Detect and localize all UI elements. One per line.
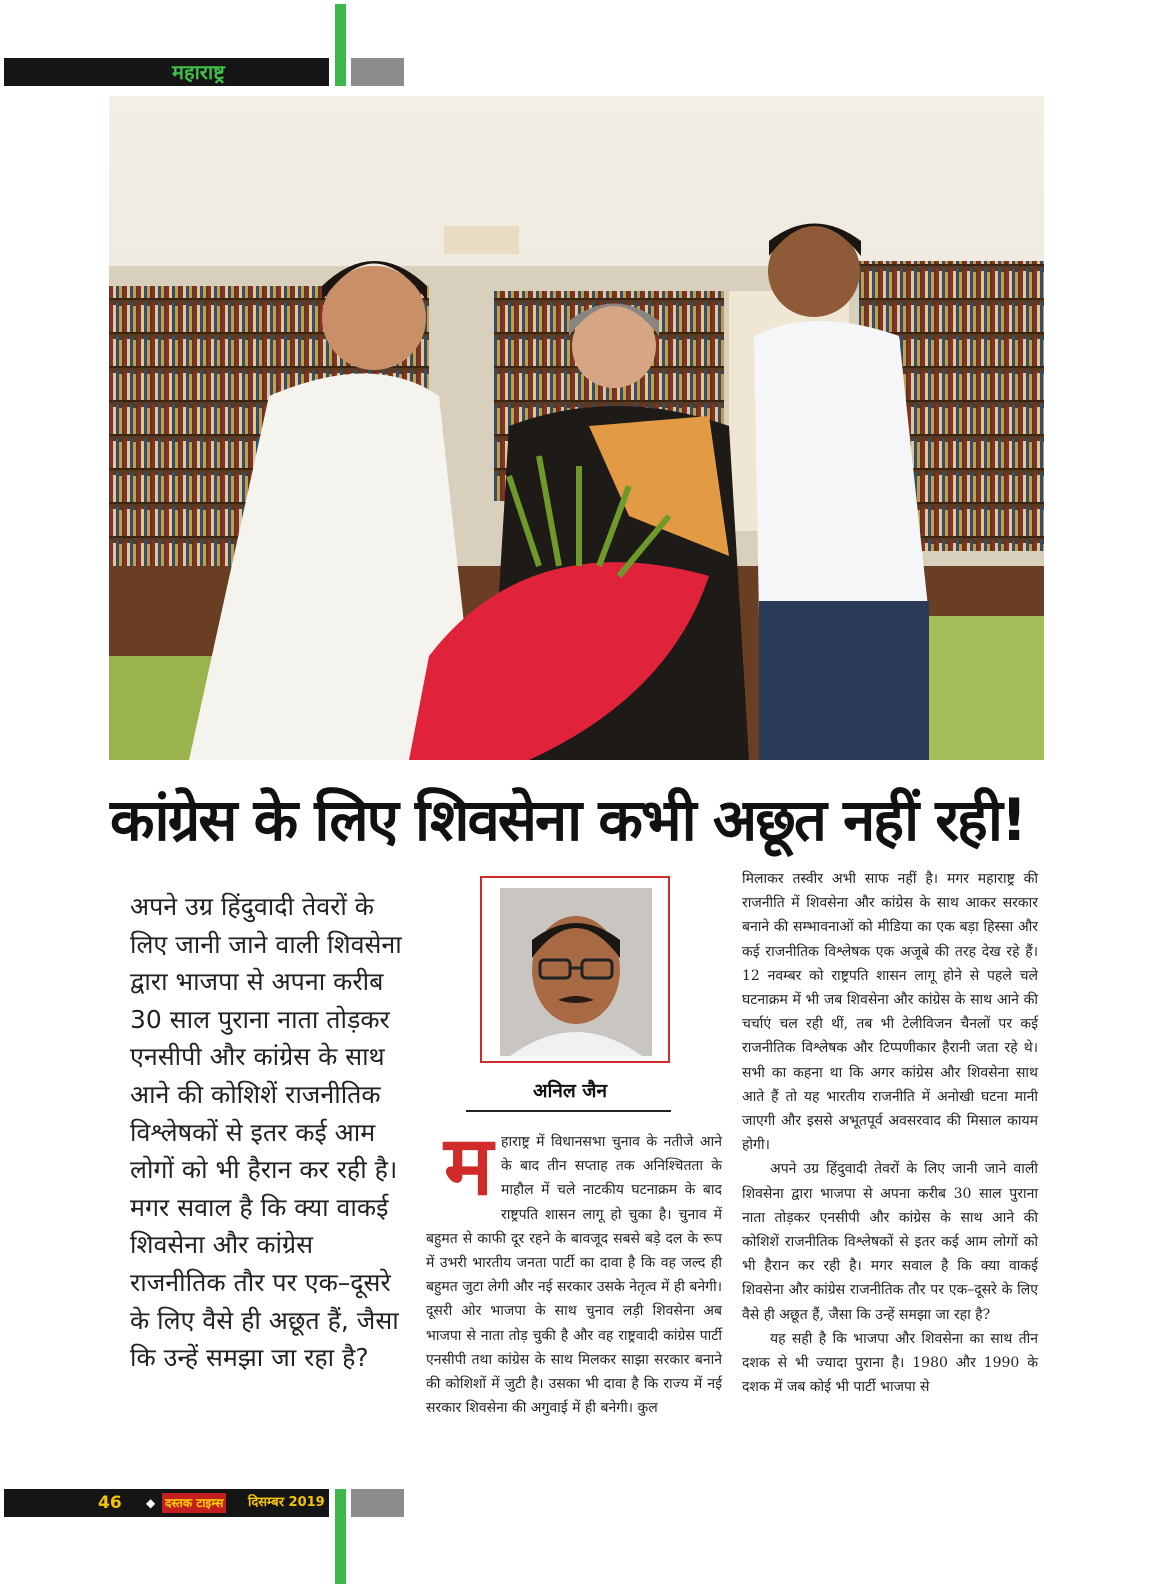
author-photo <box>500 888 652 1056</box>
footer-gray-block <box>351 1489 404 1517</box>
page-number: 46 <box>98 1493 122 1513</box>
footer-bullet-icon: ◆ <box>146 1496 156 1510</box>
section-label: महाराष्ट्र <box>172 60 225 84</box>
pull-quote: अपने उग्र हिंदुवादी तेवरों के लिए जानी जाने वाली शिवसेना द्वारा भाजपा से अपना करीब 30 साल पुराना नाता तोड़कर एनसीपी और कांग्रेस के साथ आने की कोशिशें राजनीतिक विश्लेषकों से इतर कई आम लोगों को भी हैरान कर रही है। मगर सवाल है कि क्या वाकई शिवसेना और कांग्रेस राजनीतिक तौर पर एक–दूसरे के लिए वैसे ही अछूत हैं, जैसा कि उन्हें समझा जा रहा है? <box>130 892 402 1373</box>
article-column-right <box>742 867 1038 1399</box>
header-gray-block <box>351 58 404 86</box>
lead-photo <box>109 96 1044 760</box>
article-paragraph-1-continued: मिलाकर तस्वीर अभी साफ नहीं है। मगर महाराष्ट्र की राजनीति में शिवसेना और कांग्रेस के साथ आकर सरकार बनाने की सम्भावनाओं को मीडिया का एक बड़ा हिस्सा और कई राजनीतिक विश्लेषक एक अजूबे की तरह देख रहे हैं। 12 नवम्बर को राष्ट्रपति शासन लागू होने से पहले चले घटनाक्रम में भी जब शिवसेना और कांग्रेस के साथ आने की चर्चाएं चल रही थीं, तब भी टेलीविजन चैनलों पर कई राजनीतिक विश्लेषक और टिप्पणीकार हैरानी जता रहे थे। सभी का कहना था कि अगर कांग्रेस और शिवसेना साथ आते हैं तो यह भारतीय राजनीति में अनोखी घटना मानी जाएगी और इससे अभूतपूर्व अवसरवाद की मिसाल कायम होगी। <box>742 871 1038 1154</box>
section-header-bar <box>4 58 329 86</box>
issue-date: दिसम्बर 2019 <box>248 1495 325 1510</box>
article-paragraph-3: यह सही है कि भाजपा और शिवसेना का साथ तीन दशक से भी ज्यादा पुराना है। 1980 और 1990 के दशक में जब कोई भी पार्टी भाजपा से <box>742 1330 1038 1396</box>
article-column-middle <box>426 1119 722 1420</box>
headline: कांग्रेस के लिए शिवसेना कभी अछूत नहीं रही! <box>110 786 1026 854</box>
author-name: अनिल जैन <box>532 1080 608 1102</box>
footer-green-stripe <box>335 1489 346 1584</box>
article-paragraph-1: हाराष्ट्र में विधानसभा चुनाव के नतीजे आने के बाद तीन सप्ताह तक अनिश्चितता के माहौल में चले नाटकीय घटनाक्रम के बाद राष्ट्रपति शासन लागू हो चुका है। चुनाव में बहुमत से काफी दूर रहने के बावजूद सबसे बड़े दल के रूप में उभरी भारतीय जनता पार्टी का दावा है कि वह जल्द ही बहुमत जुटा लेगी और नई सरकार उसके नेतृत्व में ही बनेगी। दूसरी ओर भाजपा के साथ चुनाव लड़ी शिवसेना अब भाजपा से नाता तोड़ चुकी है और वह राष्ट्रवादी कांग्रेस पार्टी एनसीपी तथा कांग्रेस के साथ मिलकर साझा सरकार बनाने की कोशिशों में जुटी है। उसका भी दावा है कि राज्य में नई सरकार शिवसेना की अगुवाई में ही बनेगी। कुल <box>426 1134 722 1417</box>
article-paragraph-2: अपने उग्र हिंदुवादी तेवरों के लिए जानी जाने वाली शिवसेना द्वारा भाजपा से अपना करीब 30 साल पुराना नाता तोड़कर एनसीपी और कांग्रेस के साथ आने की कोशिशें राजनीतिक विश्लेषकों से इतर कई आम लोगों को भी हैरान कर रही है। मगर सवाल है कि क्या वाकई शिवसेना और कांग्रेस राजनीतिक तौर पर एक–दूसरे के लिए वैसे ही अछूत हैं, जैसा कि उन्हें समझा जा रहा है? <box>742 1161 1038 1323</box>
header-green-stripe <box>335 4 346 86</box>
drop-cap: म <box>444 1119 494 1214</box>
author-divider <box>466 1110 671 1112</box>
publication-logo: दस्तक टाइम्स <box>162 1493 226 1513</box>
